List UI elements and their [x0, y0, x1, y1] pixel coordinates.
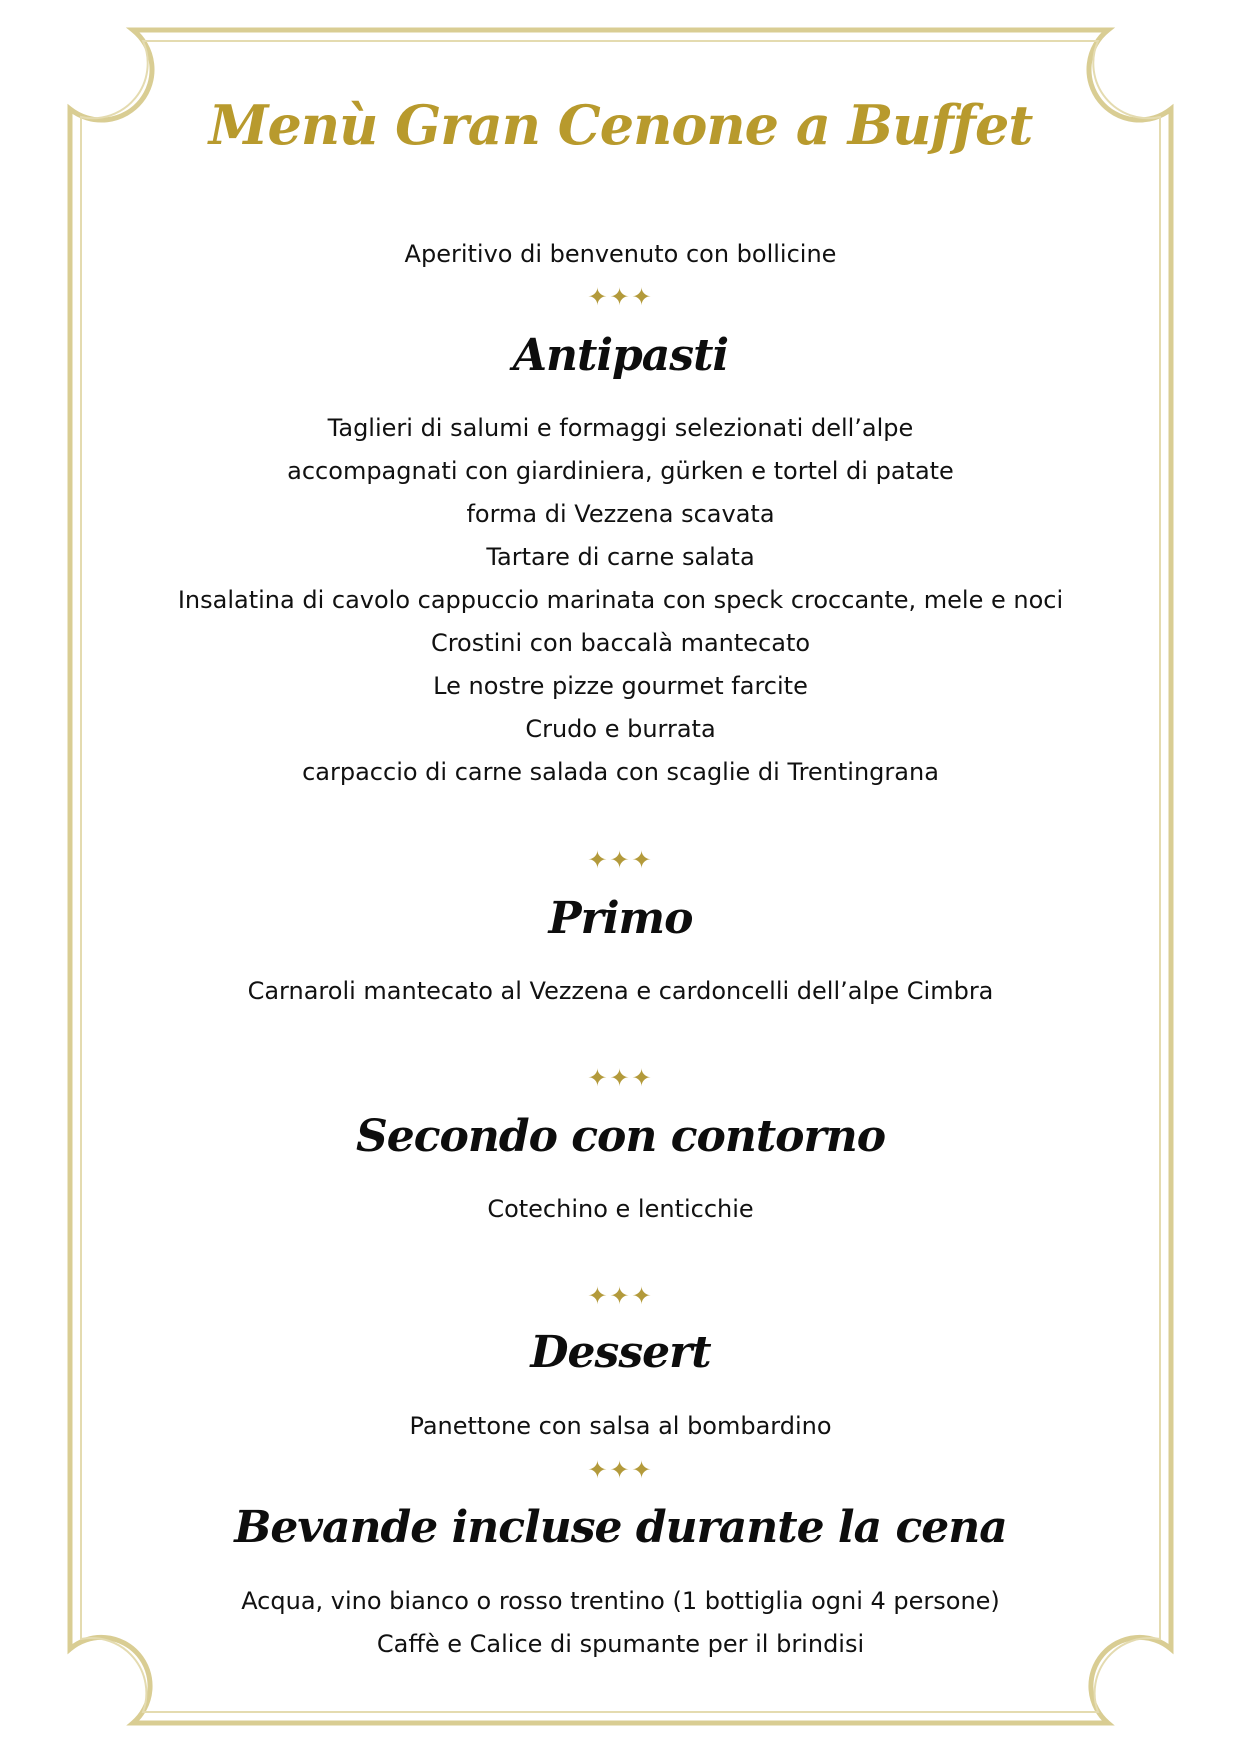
bevande-heading: Bevande incluse durante la cena [234, 1502, 1007, 1553]
separator-stars: ✦✦✦ [587, 1282, 654, 1310]
list-item: Insalatina di cavolo cappuccio marinata con speck croccante, mele e noci [177, 586, 1064, 614]
list-item: Acqua, vino bianco o rosso trentino (1 bottiglia ogni 4 persone) [241, 1587, 1000, 1615]
separator-stars: ✦✦✦ [587, 1064, 654, 1092]
list-item: Tartare di carne salata [486, 543, 755, 571]
primo-heading: Primo [548, 893, 693, 944]
list-item: Taglieri di salumi e formaggi selezionati dell’alpe [327, 414, 914, 442]
list-item: Le nostre pizze gourmet farcite [433, 672, 808, 700]
primo-list [0, 970, 1241, 1013]
list-item: accompagnati con giardiniera, gürken e tortel di patate [287, 457, 954, 485]
dessert-list [0, 1405, 1241, 1448]
bevande-list [0, 1580, 1241, 1666]
list-item: carpaccio di carne salada con scaglie di Trentingrana [302, 758, 939, 786]
separator-stars: ✦✦✦ [587, 283, 654, 311]
list-item: forma di Vezzena scavata [466, 500, 775, 528]
menu-title: Menù Gran Cenone a Buffet [208, 93, 1033, 157]
list-item: Crudo e burrata [525, 715, 716, 743]
list-item: Caffè e Calice di spumante per il brindisi [376, 1630, 865, 1658]
aperitivo-line: Aperitivo di benvenuto con bollicine [404, 240, 837, 268]
secondo-heading: Secondo con contorno [355, 1111, 886, 1162]
separator-stars: ✦✦✦ [587, 1456, 654, 1484]
separator-stars: ✦✦✦ [587, 846, 654, 874]
list-item: Carnaroli mantecato al Vezzena e cardoncelli dell’alpe Cimbra [247, 977, 994, 1005]
list-item: Crostini con baccalà mantecato [430, 629, 811, 657]
secondo-list [0, 1188, 1241, 1231]
list-item: Panettone con salsa al bombardino [409, 1412, 832, 1440]
dessert-heading: Dessert [530, 1327, 711, 1378]
antipasti-heading: Antipasti [512, 330, 729, 381]
antipasti-list [0, 407, 1241, 794]
list-item: Cotechino e lenticchie [487, 1195, 754, 1223]
